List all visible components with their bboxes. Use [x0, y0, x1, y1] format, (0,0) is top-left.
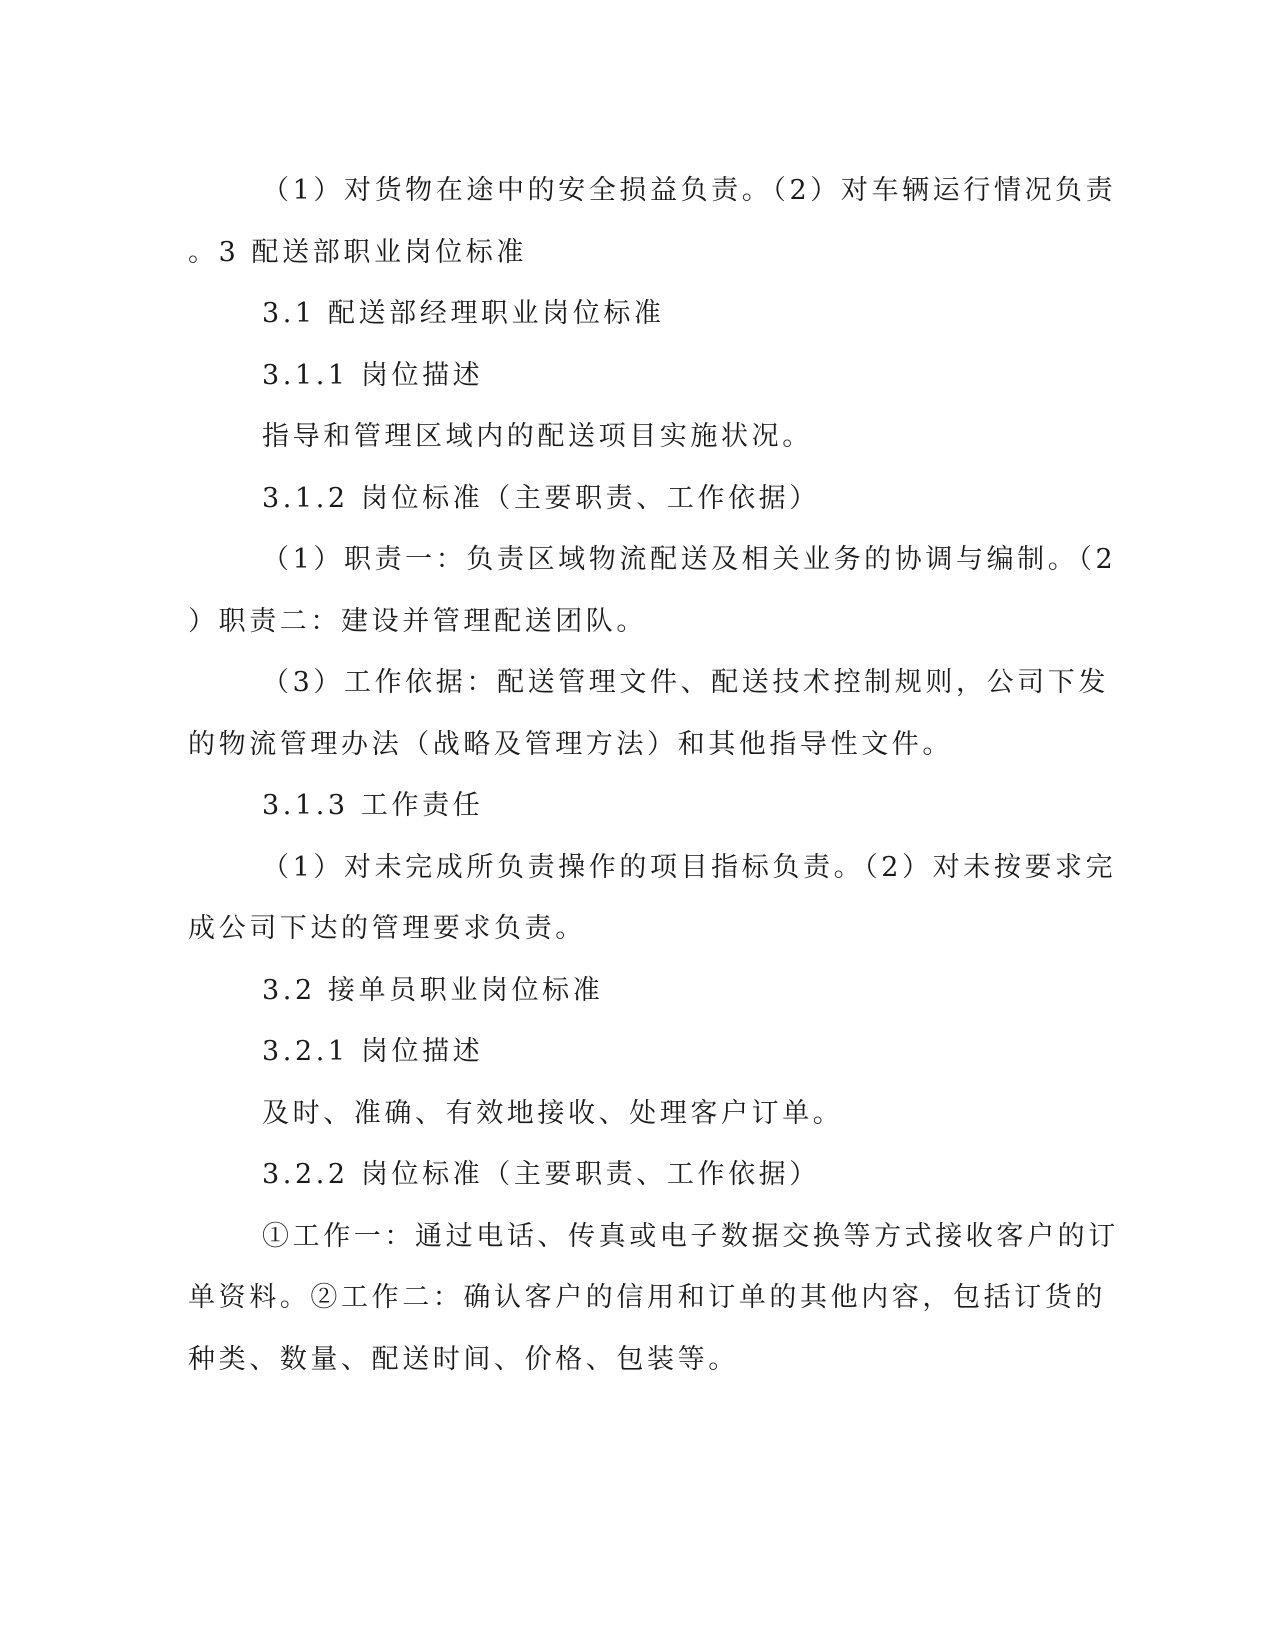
paragraph-line: （1）对未完成所负责操作的项目指标负责。（2）对未按要求完	[262, 851, 1117, 883]
paragraph-line: ①工作一：通过电话、传真或电子数据交换等方式接收客户的订	[262, 1220, 1119, 1252]
paragraph-line: 的物流管理办法（战略及管理方法）和其他指导性文件。	[188, 728, 953, 760]
paragraph-line: （3）工作依据：配送管理文件、配送技术控制规则，公司下发	[262, 667, 1109, 698]
section-heading: 3.2 接单员职业岗位标准	[262, 974, 604, 1006]
paragraph-line: 及时、准确、有效地接收、处理客户订单。	[262, 1097, 844, 1129]
paragraph-line: 成公司下达的管理要求负责。	[188, 913, 586, 944]
paragraph-line: 。3 配送部职业岗位标准	[188, 236, 527, 268]
subsection-heading: 3.1.2 岗位标准（主要职责、工作依据）	[262, 482, 820, 514]
paragraph-line: ）职责二：建设并管理配送团队。	[188, 605, 647, 637]
section-heading: 3.1 配送部经理职业岗位标准	[262, 298, 665, 329]
paragraph-line: （1）对货物在途中的安全损益负责。（2）对车辆运行情况负责	[262, 175, 1117, 206]
subsection-heading: 3.1.1 岗位描述	[262, 359, 484, 391]
subsection-heading: 3.2.2 岗位标准（主要职责、工作依据）	[262, 1159, 820, 1190]
paragraph-line: （1）职责一：负责区域物流配送及相关业务的协调与编制。（2	[262, 544, 1117, 575]
paragraph-line: 种类、数量、配送时间、价格、包装等。	[188, 1343, 739, 1375]
subsection-heading: 3.1.3 工作责任	[262, 790, 484, 821]
document-body	[188, 160, 1119, 1390]
subsection-heading: 3.2.1 岗位描述	[262, 1036, 484, 1067]
paragraph-line: 单资料。②工作二：确认客户的信用和订单的其他内容，包括订货的	[188, 1282, 1106, 1313]
paragraph-line: 指导和管理区域内的配送项目实施状况。	[262, 421, 813, 452]
